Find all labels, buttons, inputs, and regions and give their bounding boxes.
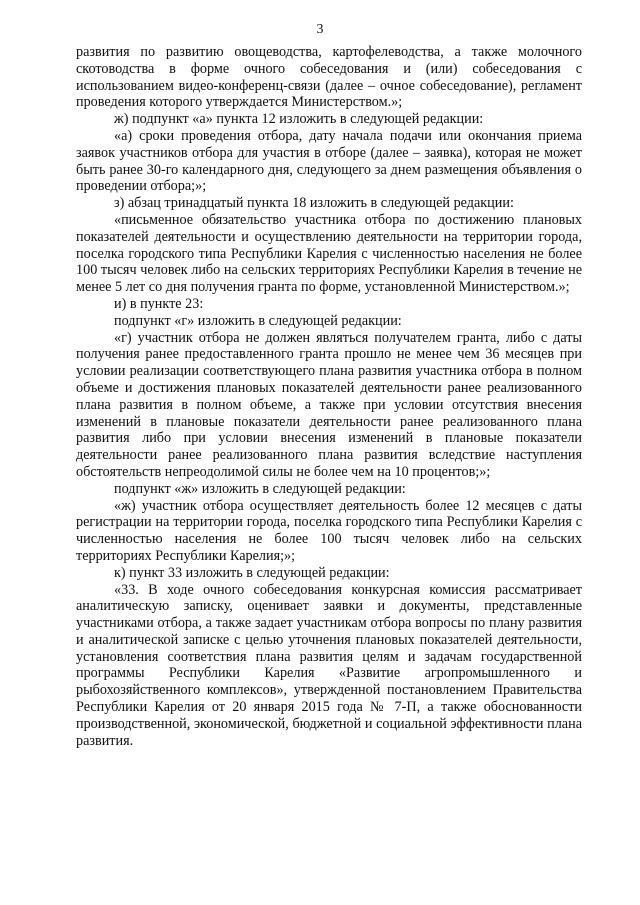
paragraph-item-i: и) в пункте 23: <box>114 295 204 312</box>
paragraph-quote-g: «г) участник отбора не должен являться получателем гранта, либо с даты получения ранее предоставленного гранта прошло не менее чем 36 месяцев при условии реализации соответствующего плана развития участника отбора в полном объеме и достижения плановых показателей деятельности ранее реализованного плана развития в полном объеме, а также при условии отсутствия внесения изменений в плановые показатели деятельности ранее реализованного плана развития либо при условии внесения изменений в плановые показатели деятельности ранее реализованного плана развития вследствие наступления обстоятельств непреодолимой силы не более чем на 10 процентов;»; <box>76 329 582 480</box>
paragraph-quote-33: «33. В ходе очного собеседования конкурсная комиссия рассматривает аналитическую записку, оценивает заявки и документы, представленные участниками отбора, а также задает участникам отбора вопросы по плану развития и аналитической записке с целью уточнения плановых показателей деятельности, установления соответствия плана развития целям и задачам государственной программы Республики Карелия «Развитие агропромышленного и рыбохозяйственного комплексов», утвержденной постановлением Правительства Республики Карелия от 20 января 2015 года № 7-П, а также обоснованности производственной, экономической, бюджетной и социальной эффективности плана развития. <box>76 581 582 749</box>
paragraph-quote-a: «а) сроки проведения отбора, дату начала подачи или окончания приема заявок участников отбора для участия в отборе (далее – заявка), которая не может быть ранее 30-го календарного дня, следующего за днем размещения объявления о проведении отбора;»; <box>76 127 582 195</box>
paragraph-item-zh: ж) подпункт «а» пункта 12 изложить в следующей редакции: <box>114 111 484 128</box>
paragraph-item-z: з) абзац тринадцатый пункта 18 изложить в следующей редакции: <box>114 195 514 212</box>
paragraph-subitem-zh-intro: подпункт «ж» изложить в следующей редакции: <box>114 480 406 497</box>
paragraph-quote-zh: «ж) участник отбора осуществляет деятельность более 12 месяцев с даты регистрации на территории города, поселка городского типа Республики Карелия с численностью населения не более 100 тысяч человек либо на сельских территориях Республики Карелия;»; <box>76 497 582 564</box>
document-body <box>76 44 582 749</box>
paragraph-item-k: к) пункт 33 изложить в следующей редакции: <box>114 564 390 581</box>
paragraph-quote-obligation: «письменное обязательство участника отбора по достижению плановых показателей деятельности и осуществлению деятельности на территории города, поселка городского типа Республики Карелия с численностью населения не более 100 тысяч человек либо на сельских территориях Республики Карелия в течение не менее 5 лет со дня получения гранта по форме, установленной Министерством.»; <box>76 211 582 296</box>
page-number: 3 <box>316 22 324 37</box>
paragraph-continuation: развития по развитию овощеводства, картофелеводства, а также молочного скотоводства в форме очного собеседования и (или) собеседования с использованием видео-конференц-связи (далее – очное собеседование), регламент проведения которого утверждается Министерством.»; <box>76 44 582 111</box>
paragraph-subitem-g-intro: подпункт «г» изложить в следующей редакции: <box>114 312 402 329</box>
